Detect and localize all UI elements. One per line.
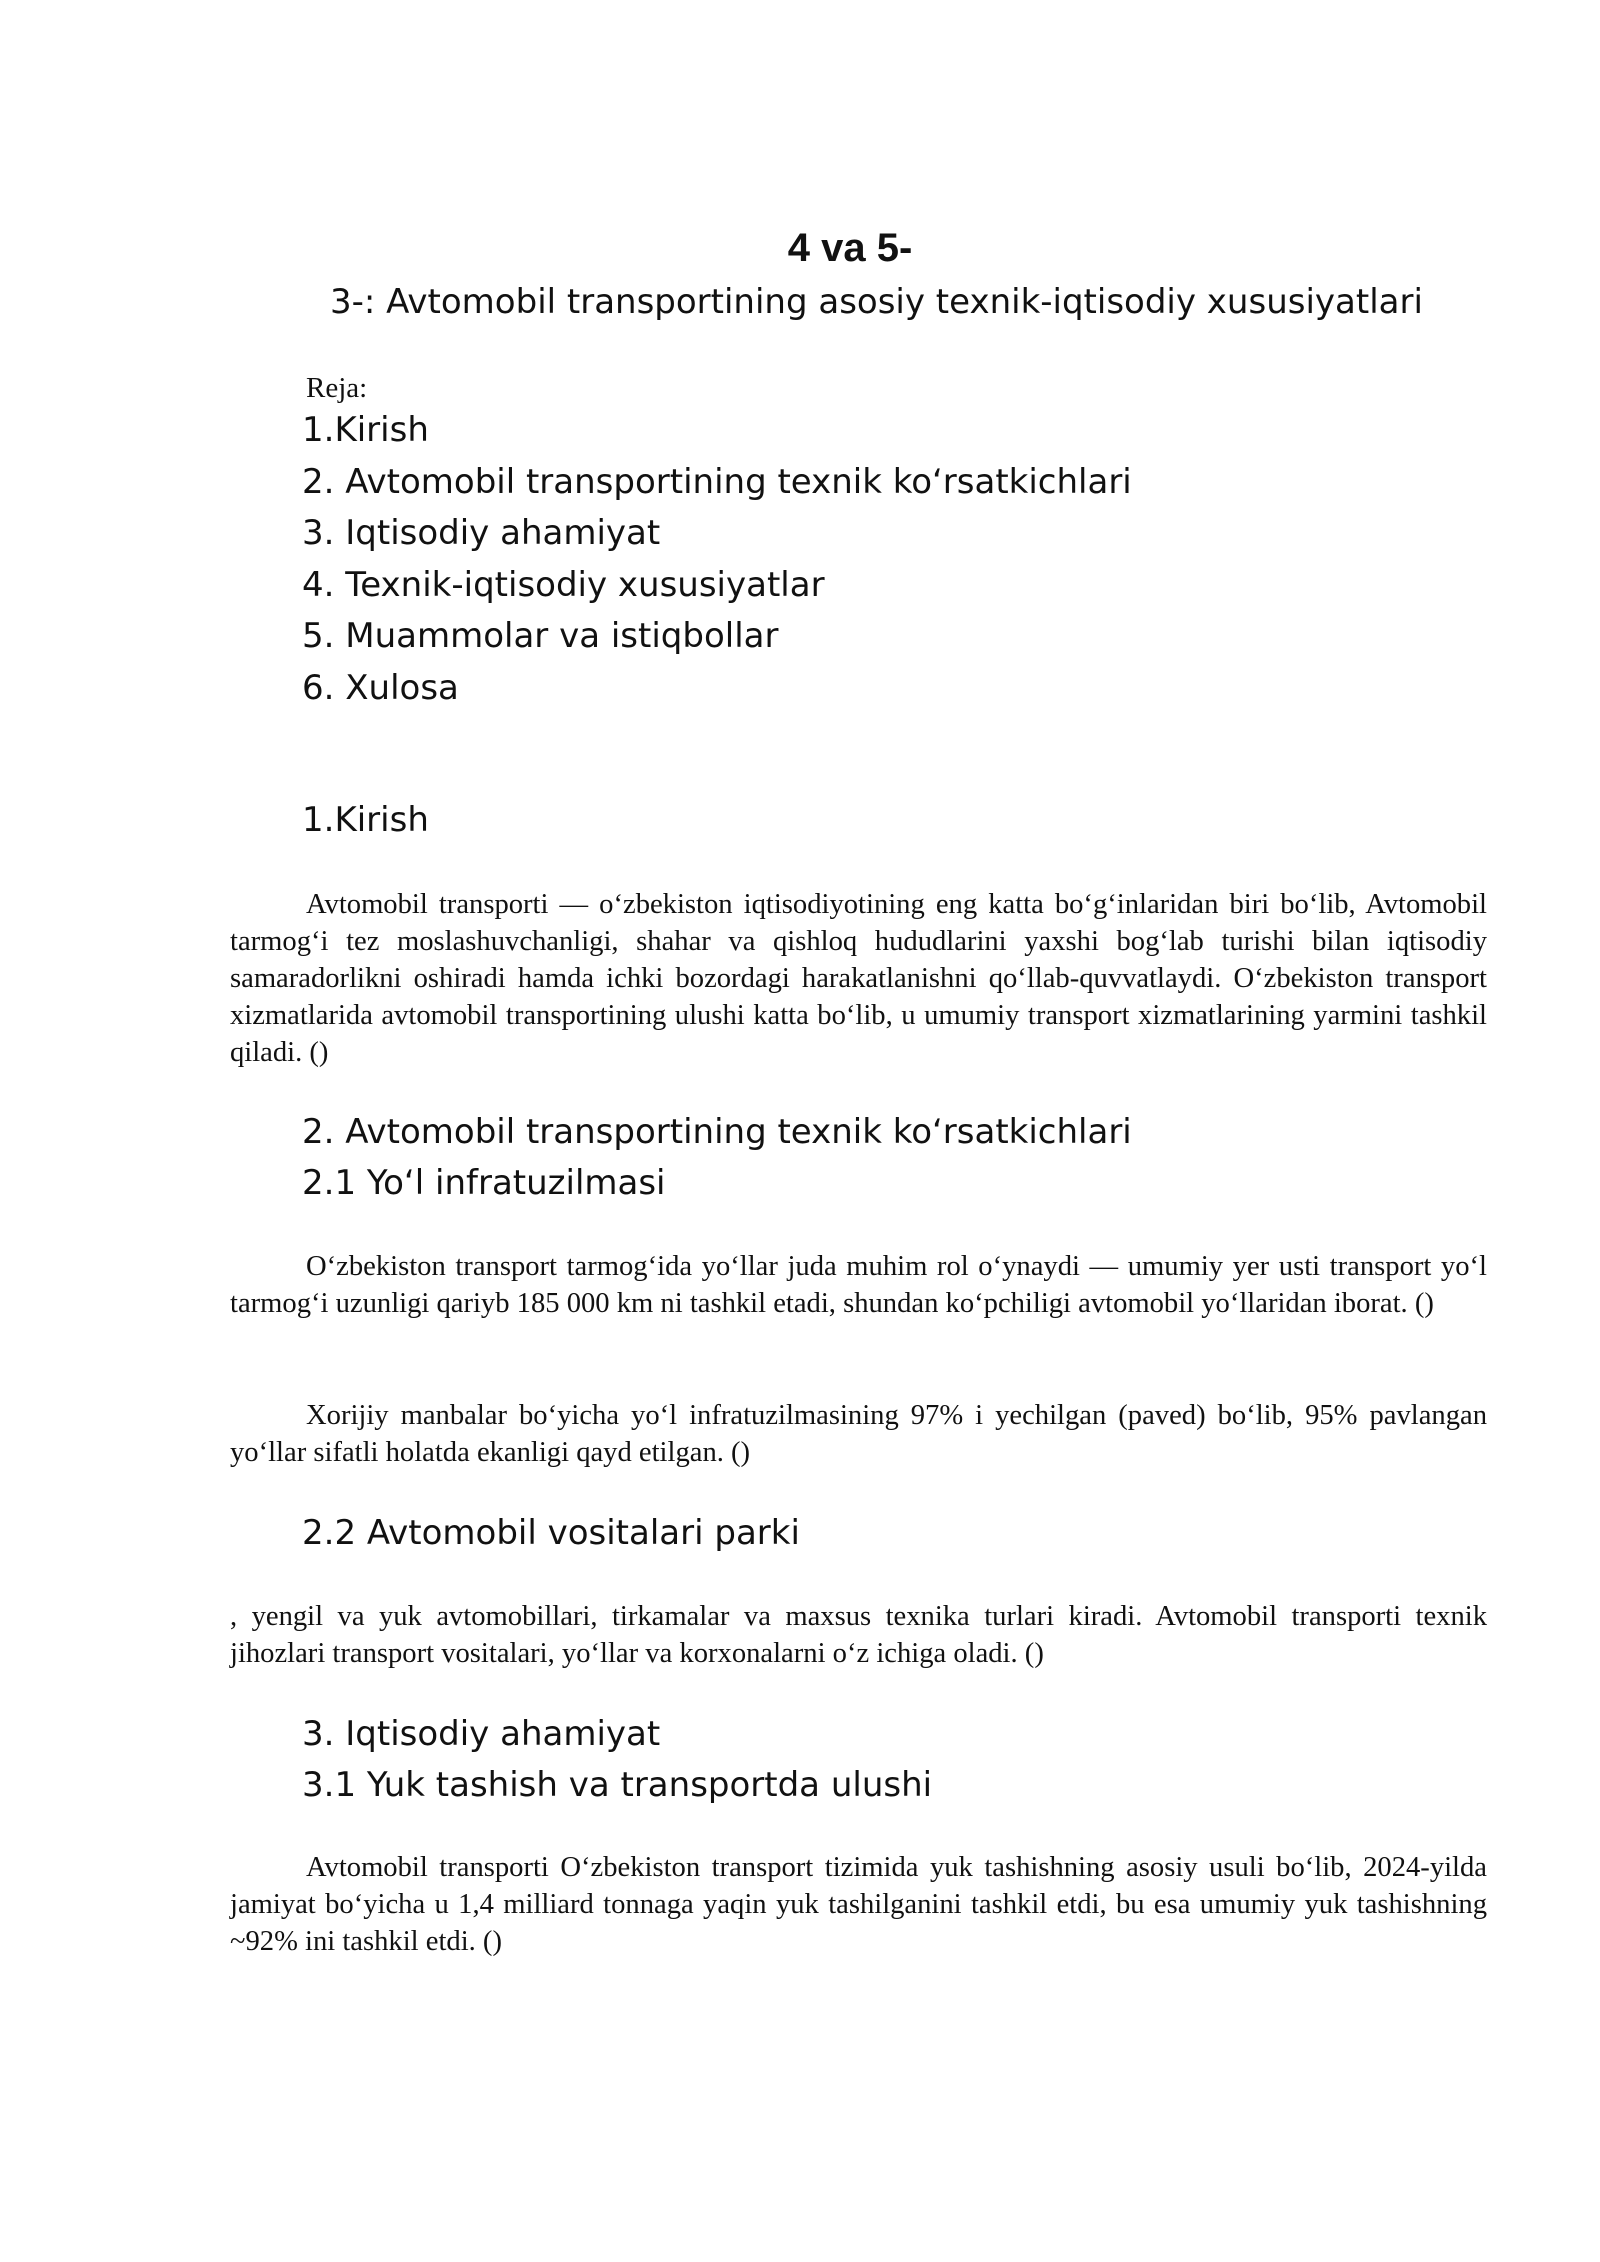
paragraph-intro: Avtomobil transporti — o‘zbekiston iqtisodiyotining eng katta bo‘g‘inlaridan biri bo‘lib, Avtomobil tarmog‘i tez moslashuvchanligi, shahar va qishloq hududlarini yaxshi bog‘lab turishi bilan iqtisodiy samaradorlikni oshiradi hamda ichki bozordagi harakatlanishni qo‘llab-quvvatlaydi. O‘zbekiston transport xizmatlarida avtomobil transportining ulushi katta bo‘lib, u umumiy transport xizmatlarining yarmini tashkil qiladi. () bbox=[230, 889, 1487, 1068]
document-subtitle: 3-: Avtomobil transportining asosiy texnik-iqtisodiy xususiyatlari bbox=[330, 282, 1423, 322]
subsection-heading-fleet: 2.2 Avtomobil vositalari parki bbox=[302, 1513, 800, 1553]
section-heading-technical: 2. Avtomobil transportining texnik ko‘rsatkichlari bbox=[302, 1112, 1132, 1152]
plan-item: 2. Avtomobil transportining texnik ko‘rsatkichlari bbox=[302, 461, 1132, 502]
plan-item: 3. Iqtisodiy ahamiyat bbox=[302, 513, 661, 553]
subsection-heading-cargo: 3.1 Yuk tashish va transportda ulushi bbox=[302, 1765, 933, 1805]
subsection-heading-road: 2.1 Yo‘l infratuzilmasi bbox=[302, 1163, 666, 1203]
plan-item: 4. Texnik-iqtisodiy xususiyatlar bbox=[302, 564, 825, 605]
paragraph-fleet: , yengil va yuk avtomobillari, tirkamalar va maxsus texnika turlari kiradi. Avtomobil transporti texnik jihozlari transport vositalari, yo‘llar va korxonalarni o‘z ichiga oladi. () bbox=[230, 1601, 1487, 1669]
plan-item: 1.Kirish bbox=[302, 410, 429, 450]
section-heading-intro: 1.Kirish bbox=[302, 800, 429, 840]
section-heading-economic: 3. Iqtisodiy ahamiyat bbox=[302, 1714, 661, 1754]
paragraph-road-1: O‘zbekiston transport tarmog‘ida yo‘llar juda muhim rol o‘ynaydi — umumiy yer usti transport yo‘l tarmog‘i uzunligi qariyb 185 000 km ni tashkil etadi, shundan ko‘pchiligi avtomobil yo‘llaridan iborat. () bbox=[230, 1251, 1487, 1319]
plan-list bbox=[302, 405, 1132, 714]
paragraph-cargo: Avtomobil transporti O‘zbekiston transport tizimida yuk tashishning asosiy usuli bo‘lib, 2024-yilda jamiyat bo‘yicha u 1,4 milliard tonnaga yaqin yuk tashilganini tashkil etdi, bu esa umumiy yuk tashishning ~92% ini tashkil etdi. () bbox=[230, 1852, 1487, 1957]
document-title: 4 va 5- bbox=[787, 226, 913, 270]
plan-item: 6. Xulosa bbox=[302, 667, 459, 708]
paragraph-road-2: Xorijiy manbalar bo‘yicha yo‘l infratuzilmasining 97% i yechilgan (paved) bo‘lib, 95% pavlangan yo‘llar sifatli holatda ekanligi qayd etilgan. () bbox=[230, 1400, 1487, 1468]
plan-item: 5. Muammolar va istiqbollar bbox=[302, 616, 779, 656]
plan-label: Reja: bbox=[306, 372, 368, 404]
